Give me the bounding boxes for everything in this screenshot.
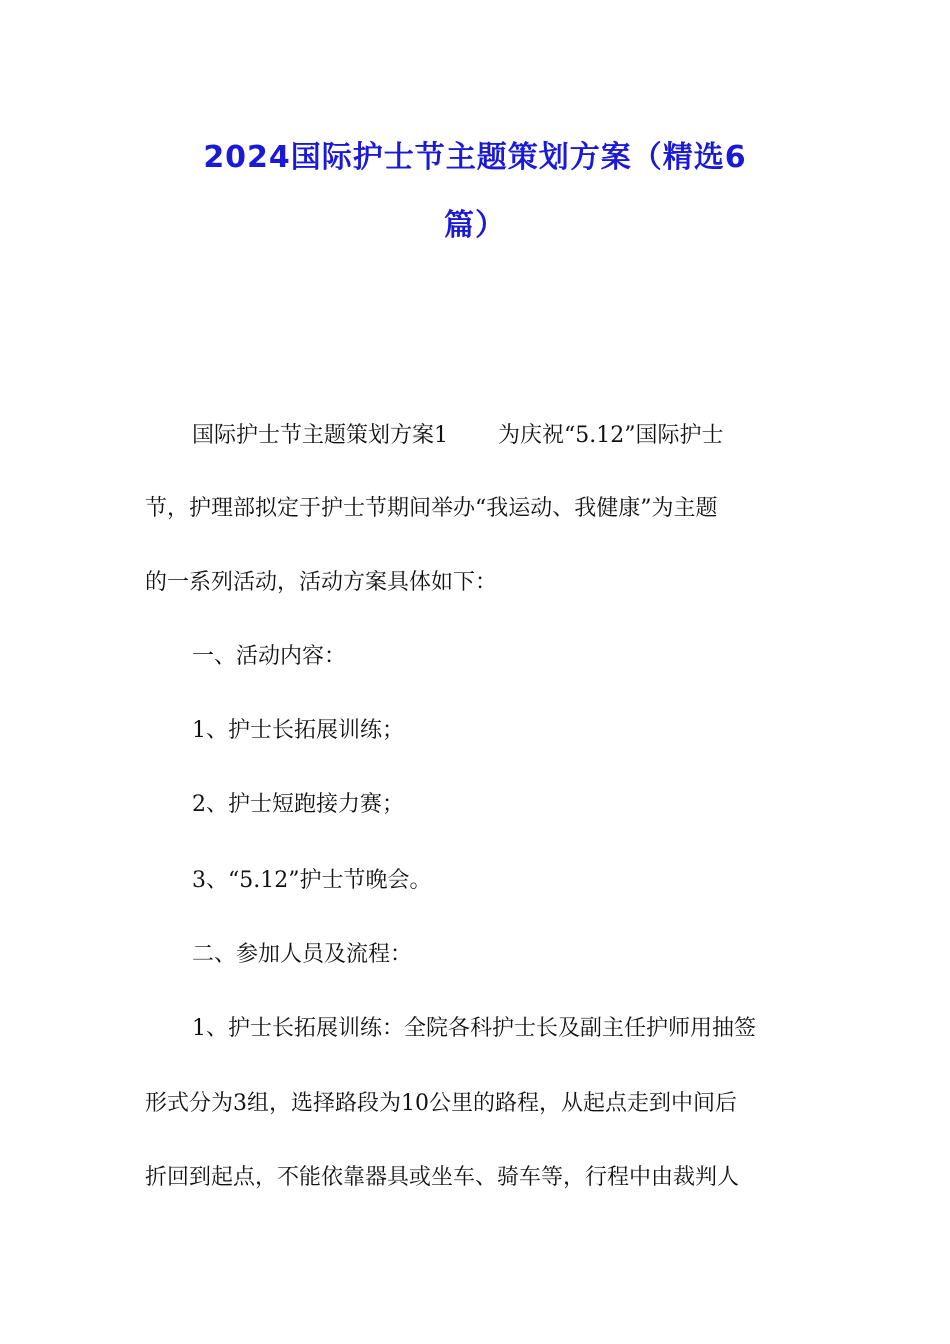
paragraph-text: 为庆祝“5.12”国际护士 [498,423,724,448]
document-title-line-2: 篇） [444,208,506,243]
paragraph-line-3: 的一系列活动，活动方案具体如下： [145,570,498,595]
paragraph-line: 形式分为3组，选择路段为10公里的路程，从起点走到中间后 [145,1091,737,1116]
paragraph-line: 1、护士长拓展训练：全院各科护士长及副主任护师用抽签 [192,1016,756,1041]
section-heading-content: 一、活动内容： [192,644,347,669]
paragraph-line-1 [192,421,862,451]
list-item: 3、“5.12”护士节晚会。 [192,868,432,893]
paragraph-line-2: 节，护理部拟定于护士节期间举办“我运动、我健康”为主题 [145,496,718,521]
section-heading-inline: 国际护士节主题策划方案1 [192,423,448,448]
section-heading-participants: 二、参加人员及流程： [192,942,413,967]
document-title-line-1: 2024国际护士节主题策划方案（精选6 [203,140,747,175]
list-item: 2、护士短跑接力赛； [192,792,404,817]
paragraph-line: 折回到起点，不能依靠器具或坐车、骑车等，行程中由裁判人 [145,1165,740,1190]
list-item: 1、护士长拓展训练； [192,718,404,743]
